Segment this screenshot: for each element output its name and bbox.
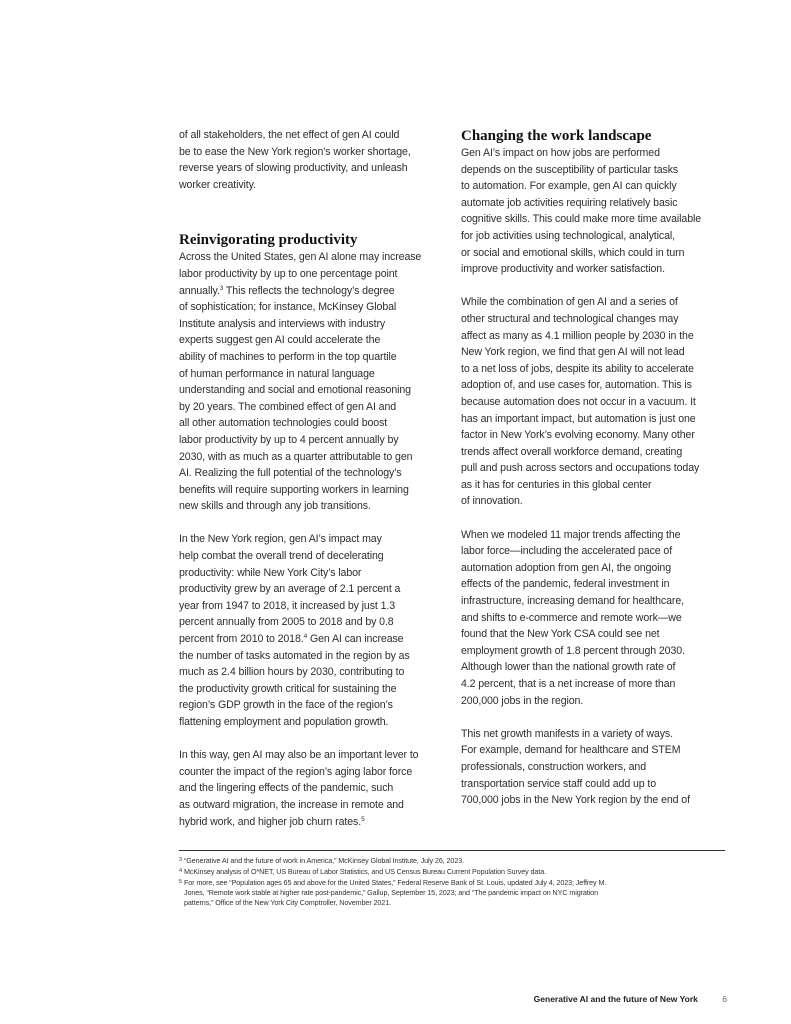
footnote-text: For more, see “Population ages 65 and above for the United States,” Federal Reserve Bank of St. Louis, updated July 4, 2023; Jeffrey M. bbox=[183, 878, 607, 887]
footnote-number: 4 bbox=[179, 868, 182, 874]
footnote-continuation: patterns,” Office of the New York City Comptroller, November 2021. bbox=[184, 898, 391, 907]
body-line bbox=[179, 631, 449, 648]
body-line: AI. Realizing the full potential of the technology’s bbox=[179, 467, 402, 480]
body-line: for job activities using technological, analytical, bbox=[461, 229, 675, 242]
body-line: productivity: while New York City’s labor bbox=[179, 566, 362, 579]
body-line: all other automation technologies could boost bbox=[179, 417, 388, 430]
body-line: Although lower than the national growth rate of bbox=[461, 661, 676, 674]
body-line: While the combination of gen AI and a series of bbox=[461, 296, 678, 309]
text-run: annually. bbox=[179, 284, 220, 297]
body-line: pull and push across sectors and occupations today bbox=[461, 462, 700, 475]
section-heading: Reinvigorating productivity bbox=[179, 232, 358, 249]
body-line: trends affect overall workforce demand, creating bbox=[461, 445, 683, 458]
body-line: to a net loss of jobs, despite its ability to accelerate bbox=[461, 362, 694, 375]
body-line: affect as many as 4.1 million people by 2030 in the bbox=[461, 329, 694, 342]
body-line: much as 2.4 billion hours by 2030, contributing to bbox=[179, 666, 405, 679]
body-line: of innovation. bbox=[461, 495, 523, 508]
body-line: improve productivity and worker satisfaction. bbox=[461, 263, 665, 276]
footnote-text: McKinsey analysis of O*NET, US Bureau of Labor Statistics, and US Census Bureau Current Population Survey data. bbox=[183, 867, 547, 876]
footnote-ref[interactable]: 3 bbox=[219, 284, 224, 292]
body-line: has an important impact, but automation is just one bbox=[461, 412, 696, 425]
text-run: Gen AI can increase bbox=[307, 633, 404, 646]
footnotes bbox=[179, 855, 724, 908]
body-line: 200,000 jobs in the region. bbox=[461, 694, 584, 707]
body-line: the productivity growth critical for sustaining the bbox=[179, 682, 397, 695]
intro-line: reverse years of slowing productivity, and unleash bbox=[179, 162, 408, 175]
body-line: In the New York region, gen AI’s impact may bbox=[179, 533, 382, 546]
body-line: as it has for centuries in this global center bbox=[461, 478, 652, 491]
body-line: 700,000 jobs in the New York region by the end of bbox=[461, 794, 690, 807]
body-line: automate job activities requiring relatively basic bbox=[461, 196, 678, 209]
body-line: year from 1947 to 2018, it increased by just 1.3 bbox=[179, 599, 396, 612]
body-line: understanding and social and emotional reasoning bbox=[179, 384, 411, 397]
body-line: and the lingering effects of the pandemic, such bbox=[179, 782, 394, 795]
intro-line: be to ease the New York region’s worker shortage, bbox=[179, 145, 411, 158]
body-line: Gen AI’s impact on how jobs are performed bbox=[461, 147, 660, 159]
body-line: When we modeled 11 major trends affecting the bbox=[461, 528, 681, 541]
body-line: labor productivity by up to one percentage point bbox=[179, 267, 398, 280]
body-line: to automation. For example, gen AI can quickly bbox=[461, 180, 677, 193]
body-line: of human performance in natural language bbox=[179, 367, 375, 380]
body-line: For example, demand for healthcare and STEM bbox=[461, 744, 681, 757]
body-line bbox=[179, 283, 449, 300]
right-column bbox=[461, 127, 731, 809]
intro-line: worker creativity. bbox=[179, 178, 256, 191]
report-title: Generative AI and the future of New York bbox=[533, 994, 698, 1004]
body-line: ability of machines to perform in the top quartile bbox=[179, 350, 397, 363]
body-line: labor productivity by up to 4 percent annually by bbox=[179, 433, 399, 446]
section-heading: Changing the work landscape bbox=[461, 128, 652, 144]
body-line: transportation service staff could add up to bbox=[461, 777, 657, 790]
footnote-continuation: Jones, “Remote work stable at higher rate post-pandemic,” Gallup, September 15, 2023; and “The pandemic impact on NYC migration bbox=[184, 888, 598, 897]
body-line: This net growth manifests in a variety of ways. bbox=[461, 727, 673, 740]
body-line: Across the United States, gen AI alone may increase bbox=[179, 251, 422, 264]
body-line: experts suggest gen AI could accelerate the bbox=[179, 334, 381, 347]
body-line: employment growth of 1.8 percent through 2030. bbox=[461, 644, 685, 657]
footnote-divider bbox=[179, 850, 725, 851]
body-line: adoption of, and use cases for, automation. This is bbox=[461, 379, 692, 392]
body-line: percent annually from 2005 to 2018 and by 0.8 bbox=[179, 616, 394, 629]
body-line: cognitive skills. This could make more time available bbox=[461, 213, 702, 226]
body-line: and shifts to e-commerce and remote work—we bbox=[461, 611, 682, 624]
text-run: percent from 2010 to 2018. bbox=[179, 633, 304, 646]
body-line: region’s GDP growth in the face of the region’s bbox=[179, 699, 393, 712]
footnote bbox=[179, 877, 724, 888]
footnote-ref[interactable]: 5 bbox=[361, 815, 365, 823]
body-line: Institute analysis and interviews with industry bbox=[179, 317, 386, 330]
body-line: labor force—including the accelerated pace of bbox=[461, 545, 673, 558]
body-line: 4.2 percent, that is a net increase of more than bbox=[461, 678, 676, 690]
body-line: New York region, we find that gen AI will not lead bbox=[461, 346, 685, 359]
body-line: of sophistication; for instance, McKinsey Global bbox=[179, 301, 397, 314]
intro-line: of all stakeholders, the net effect of gen AI could bbox=[179, 129, 400, 141]
body-line: the number of tasks automated in the region by as bbox=[179, 649, 410, 662]
footnote-number: 5 bbox=[179, 879, 182, 885]
body-line: factor in New York’s evolving economy. Many other bbox=[461, 429, 695, 442]
left-column bbox=[179, 127, 449, 830]
body-line: help combat the overall trend of decelerating bbox=[179, 550, 384, 563]
body-line: other structural and technological changes may bbox=[461, 312, 679, 325]
footnote bbox=[179, 866, 724, 877]
body-line: flattening employment and population growth. bbox=[179, 716, 389, 728]
footnote-ref[interactable]: 4 bbox=[303, 633, 308, 641]
footnote-text: “Generative AI and the future of work in America,” McKinsey Global Institute, July 26, 2023. bbox=[183, 856, 465, 865]
body-line: 2030, with as much as a quarter attributable to gen bbox=[179, 450, 413, 463]
body-line: counter the impact of the region’s aging labor force bbox=[179, 765, 413, 778]
page-number: 6 bbox=[722, 994, 727, 1004]
footnote-number: 3 bbox=[179, 857, 182, 863]
body-line: productivity grew by an average of 2.1 percent a bbox=[179, 583, 401, 596]
footnote bbox=[179, 855, 724, 866]
body-line: as outward migration, the increase in remote and bbox=[179, 798, 404, 811]
body-line bbox=[179, 814, 449, 831]
page-footer bbox=[534, 994, 727, 1004]
text-run: hybrid work, and higher job churn rates. bbox=[179, 815, 362, 828]
body-line: effects of the pandemic, federal investment in bbox=[461, 578, 670, 591]
body-line: benefits will require supporting workers in learning bbox=[179, 483, 409, 496]
body-line: because automation does not occur in a vacuum. It bbox=[461, 395, 696, 408]
body-line: professionals, construction workers, and bbox=[461, 760, 647, 773]
body-line: new skills and through any job transitions. bbox=[179, 500, 371, 513]
body-line: depends on the susceptibility of particular tasks bbox=[461, 163, 679, 176]
body-line: found that the New York CSA could see net bbox=[461, 628, 660, 641]
text-run: This reflects the technology’s degree bbox=[223, 284, 395, 297]
body-line: infrastructure, increasing demand for healthcare, bbox=[461, 595, 684, 608]
body-line: automation adoption from gen AI, the ongoing bbox=[461, 561, 671, 574]
body-line: In this way, gen AI may also be an important lever to bbox=[179, 749, 419, 762]
body-line: or social and emotional skills, which could in turn bbox=[461, 246, 685, 259]
body-line: by 20 years. The combined effect of gen AI and bbox=[179, 400, 397, 413]
